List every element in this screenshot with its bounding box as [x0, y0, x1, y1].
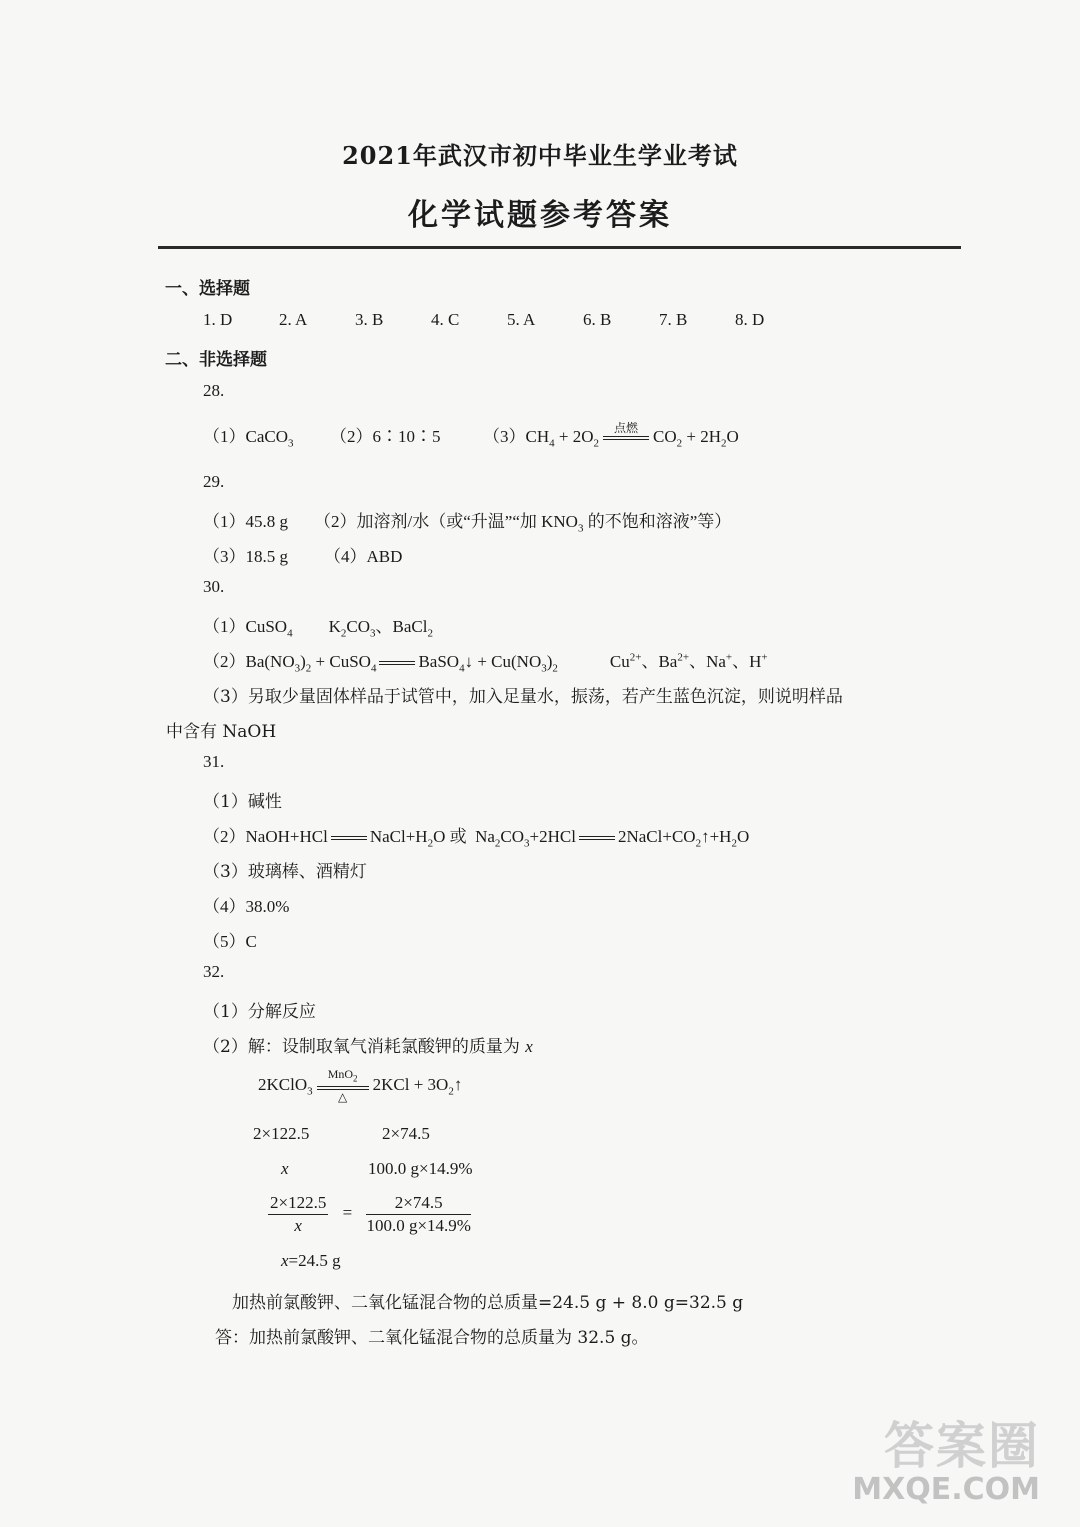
q30-answer-1: （1）CuSO$_4$ $K_2CO_3$、BaCl$_2$: [203, 617, 433, 640]
q28-answer-2: （2）6∶10∶5: [330, 427, 441, 446]
q30-answer-3: （3）另取少量固体样品于试管中，加入足量水，振荡，若产生蓝色沉淀，则说明样品: [203, 687, 843, 707]
mc-answer: 7. B: [659, 310, 688, 329]
q32-total-mass: 加热前氯酸钾、二氧化锰混合物的总质量=24.5 g + 8.0 g=32.5 g: [232, 1293, 744, 1313]
mc-answer: 8. D: [735, 310, 765, 329]
reaction-condition: 点燃: [603, 422, 649, 454]
q31-answer-4: （4）38.0%: [203, 897, 290, 916]
section-heading-free-response: 二、非选择题: [165, 350, 267, 370]
title-divider: [158, 246, 961, 249]
q28-answer-1: （1）CaCO$_3$: [203, 427, 294, 450]
mc-answer: 5. A: [507, 310, 536, 329]
question-number-32: 32.: [203, 962, 225, 981]
mc-answer: 3. B: [355, 310, 384, 329]
mc-answer: 1. D: [203, 310, 233, 329]
watermark-logo: [852, 1406, 1040, 1507]
q30-answer-3-continued: 中含有 NaOH: [166, 722, 277, 742]
question-number-28: 28.: [203, 381, 225, 400]
mc-answer: 4. C: [431, 310, 460, 329]
reaction-condition: MnO$_2$ △: [317, 1068, 369, 1104]
document-subtitle: 化学试题参考答案: [408, 198, 672, 233]
q31-answer-2: （2）NaOH+HCl $NaCl+H_2O$ 或 $Na_2CO_3+2HCl$ $2NaCl+CO_2↑+H_2O$: [203, 827, 750, 850]
q28-answers: [203, 422, 739, 454]
q32-answer-1: （1）分解反应: [203, 1002, 316, 1022]
q31-answer-5: （5）C: [203, 932, 257, 951]
q32-equation: 2KClO$_3$ MnO$_2$ △ $2KCl + 3O_2↑$: [258, 1067, 463, 1105]
q32-final-answer: 答：加热前氯酸钾、二氧化锰混合物的总质量为 32.5 g。: [215, 1328, 649, 1348]
question-number-29: 29.: [203, 472, 225, 491]
q32-molar-mass-2: 2×74.5: [382, 1124, 430, 1143]
q32-proportion: $\frac{2\times 122.5}{x}$ = $\frac{2\times 74.5}{100.0 g\times 14.9\%}$: [270, 1193, 471, 1235]
q29-line-2: （3）18.5 g （4）ABD: [203, 547, 403, 566]
q28-answer-3: $(3)CH_4 + 2O_2$ 点燃 $CO_2 + 2H_2O$: [483, 427, 739, 446]
watermark-text: 答案圈: [884, 1417, 1040, 1475]
mc-answer: 2. A: [279, 310, 308, 329]
watermark-url: MXQE.COM: [852, 1472, 1040, 1507]
mc-answer-row: [203, 310, 811, 330]
q29-line-1: （1）45.8 g （2）加溶剂/水（或“升温”“加 $KNO_3$ 的不饱和溶液”等）: [203, 512, 732, 535]
document-title: 2021年武汉市初中毕业生学业考试: [342, 141, 738, 170]
question-number-30: 30.: [203, 577, 225, 596]
q32-unknown: x: [281, 1159, 289, 1178]
q31-answer-1: （1）碱性: [203, 792, 282, 812]
mc-answer: 6. B: [583, 310, 612, 329]
q32-molar-mass-1: 2×122.5: [253, 1124, 310, 1143]
q32-given: 100.0 g×14.9%: [368, 1159, 473, 1178]
question-number-31: 31.: [203, 752, 225, 771]
q32-answer-2: （2）解：设制取氧气消耗氯酸钾的质量为 x: [203, 1037, 533, 1057]
section-heading-multiple-choice: 一、选择题: [165, 279, 250, 299]
q32-result: x=24.5 g: [281, 1251, 341, 1270]
q31-answer-3: （3）玻璃棒、酒精灯: [203, 862, 367, 882]
q30-answer-2: $(2)Ba(NO_3)_2$ + CuSO$_4$ BaSO$_4$↓ + $Cu(NO_3)_2$ $Cu^{2+}$、$Ba^{2+}$、Na+、H+: [203, 651, 768, 675]
